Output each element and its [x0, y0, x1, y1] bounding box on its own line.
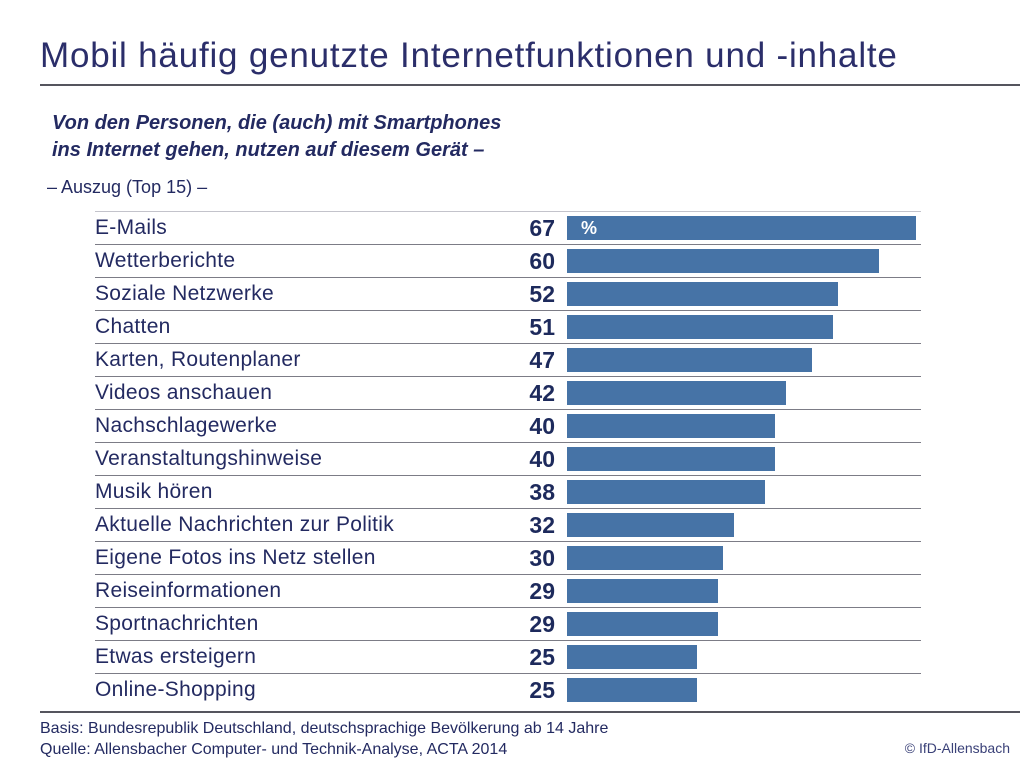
bar	[567, 546, 723, 570]
chart-row	[95, 310, 921, 343]
category-label: Sportnachrichten	[95, 612, 259, 635]
chart-row	[95, 475, 921, 508]
chart-row	[95, 607, 921, 640]
value-label: 42	[529, 379, 555, 406]
bar-track	[567, 315, 921, 339]
footer-divider	[40, 711, 1020, 713]
chart-row	[95, 673, 921, 706]
bar-track	[567, 546, 921, 570]
bar	[567, 348, 812, 372]
footer	[40, 718, 608, 760]
bar	[567, 645, 697, 669]
category-label: Videos anschauen	[95, 381, 273, 404]
category-label: Etwas ersteigern	[95, 645, 257, 668]
chart-row	[95, 277, 921, 310]
chart-row	[95, 376, 921, 409]
bar-track	[567, 249, 921, 273]
category-label: Aktuelle Nachrichten zur Politik	[95, 513, 395, 536]
subtitle-line-2: ins Internet gehen, nutzen auf diesem Gerät –	[52, 139, 485, 161]
value-label: 40	[529, 412, 555, 439]
value-label: 30	[529, 544, 555, 571]
extract-note: – Auszug (Top 15) –	[47, 177, 208, 197]
value-label: 32	[529, 511, 555, 538]
chart-row	[95, 574, 921, 607]
chart-row	[95, 508, 921, 541]
bar	[567, 414, 775, 438]
chart-row	[95, 541, 921, 574]
bar	[567, 381, 786, 405]
bar-track	[567, 612, 921, 636]
subtitle-line-1: Von den Personen, die (auch) mit Smartphones	[52, 112, 502, 134]
value-label: 67	[529, 214, 555, 241]
copyright-label: © IfD-Allensbach	[904, 740, 1010, 756]
chart-row	[95, 640, 921, 673]
chart-row	[95, 442, 921, 475]
category-label: Nachschlagewerke	[95, 414, 278, 437]
value-label: 29	[529, 610, 555, 637]
category-label: Veranstaltungshinweise	[95, 447, 323, 470]
bar-track	[567, 216, 921, 240]
bar	[567, 315, 833, 339]
value-label: 40	[529, 445, 555, 472]
bar-chart	[95, 211, 921, 706]
bar-track	[567, 381, 921, 405]
category-label: Online-Shopping	[95, 678, 256, 701]
title-divider	[40, 84, 1020, 86]
chart-row	[95, 343, 921, 376]
bar-track	[567, 447, 921, 471]
category-label: Wetterberichte	[95, 249, 236, 272]
bar	[567, 579, 718, 603]
bar	[567, 249, 879, 273]
chart-subtitle	[52, 110, 501, 164]
footer-quelle: Quelle: Allensbacher Computer- und Technik-Analyse, ACTA 2014	[40, 741, 508, 758]
bar-track	[567, 348, 921, 372]
value-label: 47	[529, 346, 555, 373]
page-title: Mobil häufig genutzte Internetfunktionen und -inhalte	[40, 36, 898, 75]
footer-basis: Basis: Bundesrepublik Deutschland, deutschsprachige Bevölkerung ab 14 Jahre	[40, 720, 609, 737]
bar-track	[567, 513, 921, 537]
value-label: 29	[529, 577, 555, 604]
percent-unit-label: %	[581, 217, 598, 238]
value-label: 60	[529, 247, 555, 274]
bar	[567, 513, 734, 537]
bar-track	[567, 645, 921, 669]
chart-row	[95, 409, 921, 442]
bar	[567, 678, 697, 702]
category-label: E-Mails	[95, 216, 168, 239]
bar	[567, 447, 775, 471]
category-label: Chatten	[95, 315, 171, 338]
chart-rows	[95, 211, 921, 706]
value-label: 38	[529, 478, 555, 505]
category-label: Karten, Routenplaner	[95, 348, 301, 371]
category-label: Eigene Fotos ins Netz stellen	[95, 546, 376, 569]
value-label: 51	[529, 313, 555, 340]
value-label: 25	[529, 643, 555, 670]
value-label: 25	[529, 676, 555, 703]
bar-track	[567, 480, 921, 504]
bar	[567, 216, 916, 240]
bar	[567, 612, 718, 636]
chart-row	[95, 244, 921, 277]
bar	[567, 480, 765, 504]
bar	[567, 282, 838, 306]
chart-row	[95, 211, 921, 244]
category-label: Soziale Netzwerke	[95, 282, 275, 305]
bar-track	[567, 414, 921, 438]
bar-track	[567, 579, 921, 603]
category-label: Reiseinformationen	[95, 579, 282, 602]
category-label: Musik hören	[95, 480, 213, 503]
bar-track	[567, 678, 921, 702]
value-label: 52	[529, 280, 555, 307]
bar-track	[567, 282, 921, 306]
